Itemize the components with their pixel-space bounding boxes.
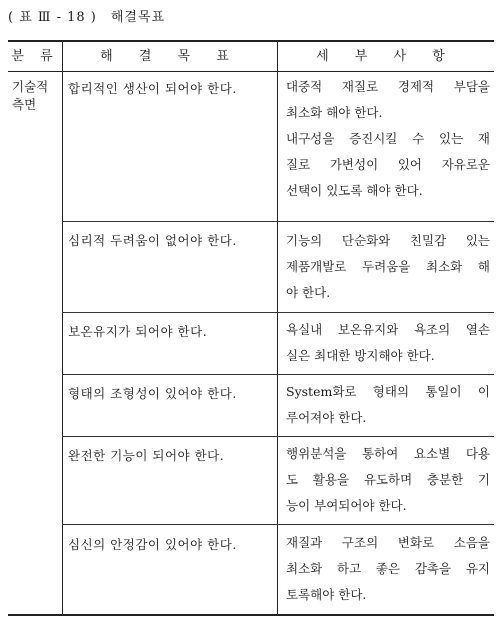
detail-line: 루어져야 한다. bbox=[286, 410, 367, 425]
detail-cell bbox=[286, 530, 490, 608]
header-category: 분 류 bbox=[11, 49, 59, 64]
detail-line: System화로 형태의 통일이 이 bbox=[286, 384, 490, 399]
goal-cell: 심신의 안정감이 있어야 한다. bbox=[68, 537, 237, 552]
row-divider bbox=[62, 436, 494, 437]
detail-line: 욕실내 보온유지와 욕조의 열손 bbox=[286, 322, 490, 337]
row-divider bbox=[62, 374, 494, 375]
detail-cell bbox=[286, 379, 490, 431]
table-number: ( 표 Ⅲ - 18 ) bbox=[8, 10, 97, 25]
column-divider-category bbox=[62, 42, 63, 614]
detail-line: 기능의 단순화와 친밀감 있는 bbox=[286, 233, 490, 248]
goal-cell: 형태의 조형성이 있어야 한다. bbox=[68, 386, 237, 401]
goal-cell: 보온유지가 되어야 한다. bbox=[68, 324, 208, 339]
category-cell bbox=[12, 78, 58, 114]
detail-line: 대중적 재질로 경제적 부담을 bbox=[286, 79, 490, 94]
detail-line: 질로 가변성이 있어 자유로운 bbox=[286, 157, 490, 172]
table-title: 해결목표 bbox=[110, 10, 166, 25]
category-label-line: 측면 bbox=[12, 97, 37, 112]
goal-cell: 합리적인 생산이 되어야 한다. bbox=[68, 81, 237, 96]
detail-cell bbox=[286, 74, 490, 204]
detail-line: 제품개발로 두려움을 최소화 해 bbox=[286, 259, 490, 274]
detail-line: 재질과 구조의 변화로 소음을 bbox=[286, 535, 490, 550]
table-caption bbox=[8, 6, 165, 25]
detail-line: 능이 부여되어야 한다. bbox=[286, 498, 407, 513]
detail-line: 행위분석을 통하여 요소별 다용 bbox=[286, 446, 490, 461]
detail-cell bbox=[286, 317, 490, 369]
detail-line: 선택이 있도록 해야 한다. bbox=[286, 183, 423, 198]
row-divider bbox=[62, 221, 494, 222]
detail-line: 내구성을 증진시킬 수 있는 재 bbox=[286, 131, 490, 146]
detail-line: 야 한다. bbox=[286, 285, 331, 300]
detail-line: 도 활용을 유도하며 충분한 기 bbox=[286, 472, 490, 487]
detail-line: 토록해야 한다. bbox=[286, 587, 367, 602]
detail-line: 최소화 하고 좋은 감촉을 유지 bbox=[286, 561, 490, 576]
detail-cell bbox=[286, 441, 490, 519]
goal-cell: 심리적 두려움이 없어야 한다. bbox=[68, 233, 237, 248]
detail-line: 최소화 해야 한다. bbox=[286, 105, 383, 120]
detail-cell bbox=[286, 228, 490, 306]
category-label-line: 기술적 bbox=[12, 79, 49, 94]
goal-cell: 완전한 기능이 되어야 한다. bbox=[68, 448, 225, 463]
header-separator-rule bbox=[8, 71, 494, 72]
row-divider bbox=[62, 524, 494, 525]
table-bottom-rule bbox=[8, 614, 494, 616]
row-divider bbox=[62, 312, 494, 313]
header-goal: 해 결 목 표 bbox=[100, 49, 240, 64]
column-divider-goal bbox=[277, 42, 278, 614]
detail-line: 실은 최대한 방지해야 한다. bbox=[286, 348, 435, 363]
header-detail: 세 부 사 항 bbox=[316, 49, 456, 64]
